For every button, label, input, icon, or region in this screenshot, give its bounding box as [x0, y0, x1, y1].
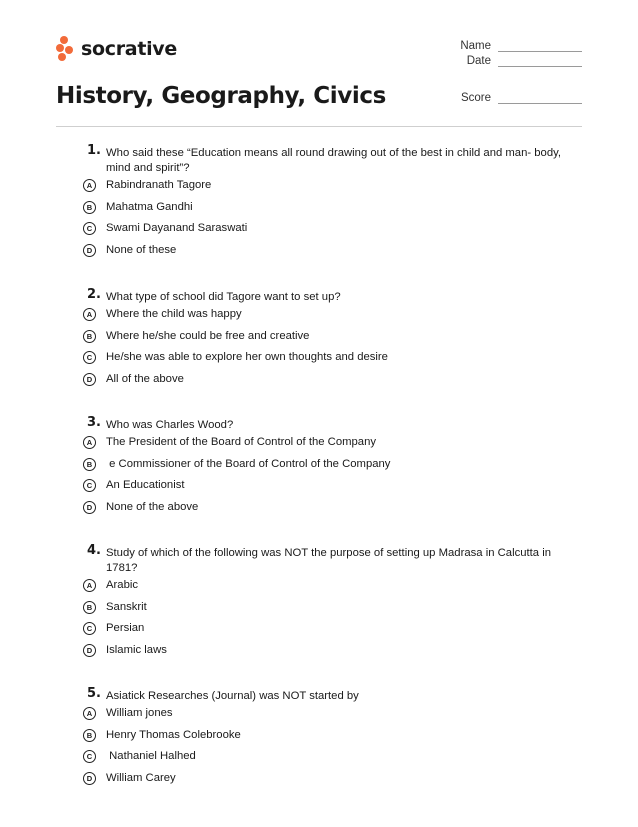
name-label: Name [460, 40, 491, 52]
answer-option[interactable] [0, 457, 638, 479]
option-a-bubble-icon[interactable]: A [83, 179, 96, 192]
score-line[interactable] [498, 93, 582, 104]
option-a-bubble-icon[interactable]: A [83, 707, 96, 720]
option-d-bubble-icon[interactable]: D [83, 644, 96, 657]
answer-options [0, 307, 638, 394]
option-a-bubble-icon[interactable]: A [83, 308, 96, 321]
question-stem [0, 143, 638, 176]
page-title: History, Geography, Civics [56, 83, 386, 109]
question-3 [0, 415, 638, 522]
answer-option[interactable] [0, 771, 638, 793]
answer-options [0, 706, 638, 793]
option-c-bubble-icon[interactable]: C [83, 479, 96, 492]
option-d-bubble-icon[interactable]: D [83, 501, 96, 514]
header-divider [56, 126, 582, 127]
answer-option[interactable] [0, 372, 638, 394]
name-line[interactable] [498, 41, 582, 52]
option-b-bubble-icon[interactable]: B [83, 201, 96, 214]
answer-option[interactable] [0, 706, 638, 728]
option-a-bubble-icon[interactable]: A [83, 436, 96, 449]
question-number: 1. [87, 143, 101, 158]
answer-option[interactable] [0, 329, 638, 351]
answer-option[interactable] [0, 478, 638, 500]
question-text: Asiatick Researches (Journal) was NOT started by [106, 690, 359, 702]
score-label: Score [460, 92, 491, 104]
answer-option[interactable] [0, 243, 638, 265]
option-text: Henry Thomas Colebrooke [106, 728, 241, 741]
option-d-bubble-icon[interactable]: D [83, 373, 96, 386]
option-text: Islamic laws [106, 644, 167, 657]
answer-option[interactable] [0, 307, 638, 329]
brand-name: socrative [81, 38, 177, 60]
option-text: Sanskrit [106, 600, 147, 613]
option-text: He/she was able to explore her own thoughts and desire [106, 351, 388, 364]
question-stem [0, 543, 638, 576]
score-field[interactable] [461, 92, 582, 104]
option-b-bubble-icon[interactable]: B [83, 330, 96, 343]
answer-options [0, 578, 638, 665]
answer-option[interactable] [0, 578, 638, 600]
option-text: Where the child was happy [106, 308, 242, 320]
option-text: The President of the Board of Control of the Company [106, 436, 377, 448]
answer-option[interactable] [0, 221, 638, 243]
question-text: Who said these “Education means all round drawing out of the best in child and man- body, mind and spirit”? [106, 147, 562, 174]
question-text: What type of school did Tagore want to set up? [106, 291, 341, 303]
option-c-bubble-icon[interactable]: C [83, 622, 96, 635]
answer-option[interactable] [0, 643, 638, 665]
answer-option[interactable] [0, 435, 638, 457]
question-stem [0, 287, 638, 305]
option-text: Swami Dayanand Saraswati [106, 222, 248, 235]
name-field[interactable] [460, 40, 582, 52]
question-text: Study of which of the following was NOT the purpose of setting up Madrasa in Calcutta in 1781? [106, 547, 552, 574]
question-2 [0, 287, 638, 394]
date-line[interactable] [498, 56, 582, 67]
answer-option[interactable] [0, 178, 638, 200]
option-text: None of the above [106, 501, 199, 514]
question-text: Who was Charles Wood? [106, 419, 234, 431]
answer-option[interactable] [0, 600, 638, 622]
option-c-bubble-icon[interactable]: C [83, 351, 96, 364]
option-text: Mahatma Gandhi [106, 200, 193, 213]
option-c-bubble-icon[interactable]: C [83, 750, 96, 763]
answer-option[interactable] [0, 728, 638, 750]
option-d-bubble-icon[interactable]: D [83, 244, 96, 257]
question-5 [0, 686, 638, 793]
question-number: 5. [87, 686, 101, 701]
date-label: Date [466, 55, 491, 67]
option-c-bubble-icon[interactable]: C [83, 222, 96, 235]
option-b-bubble-icon[interactable]: B [83, 601, 96, 614]
option-text: Where he/she could be free and creative [106, 329, 310, 342]
option-text: William Carey [106, 772, 176, 785]
option-text: William jones [106, 707, 173, 719]
option-text: None of these [106, 244, 177, 257]
option-text: e Commissioner of the Board of Control of the Company [106, 457, 391, 470]
option-text: Nathaniel Halhed [106, 750, 196, 763]
question-4 [0, 543, 638, 665]
option-d-bubble-icon[interactable]: D [83, 772, 96, 785]
option-text: Rabindranath Tagore [106, 179, 212, 191]
option-b-bubble-icon[interactable]: B [83, 729, 96, 742]
question-1 [0, 143, 638, 265]
option-text: An Educationist [106, 479, 185, 492]
answer-options [0, 178, 638, 265]
answer-options [0, 435, 638, 522]
question-number: 4. [87, 543, 101, 558]
answer-option[interactable] [0, 200, 638, 222]
option-text: Arabic [106, 579, 139, 591]
socrative-logo [56, 36, 177, 62]
question-stem [0, 415, 638, 433]
question-stem [0, 686, 638, 704]
option-text: Persian [106, 622, 145, 635]
answer-option[interactable] [0, 500, 638, 522]
answer-option[interactable] [0, 749, 638, 771]
logo-dots-icon [56, 36, 76, 62]
option-text: All of the above [106, 373, 184, 386]
answer-option[interactable] [0, 350, 638, 372]
option-a-bubble-icon[interactable]: A [83, 579, 96, 592]
answer-option[interactable] [0, 621, 638, 643]
question-number: 3. [87, 415, 101, 430]
option-b-bubble-icon[interactable]: B [83, 458, 96, 471]
question-number: 2. [87, 287, 101, 302]
date-field[interactable] [467, 55, 582, 67]
